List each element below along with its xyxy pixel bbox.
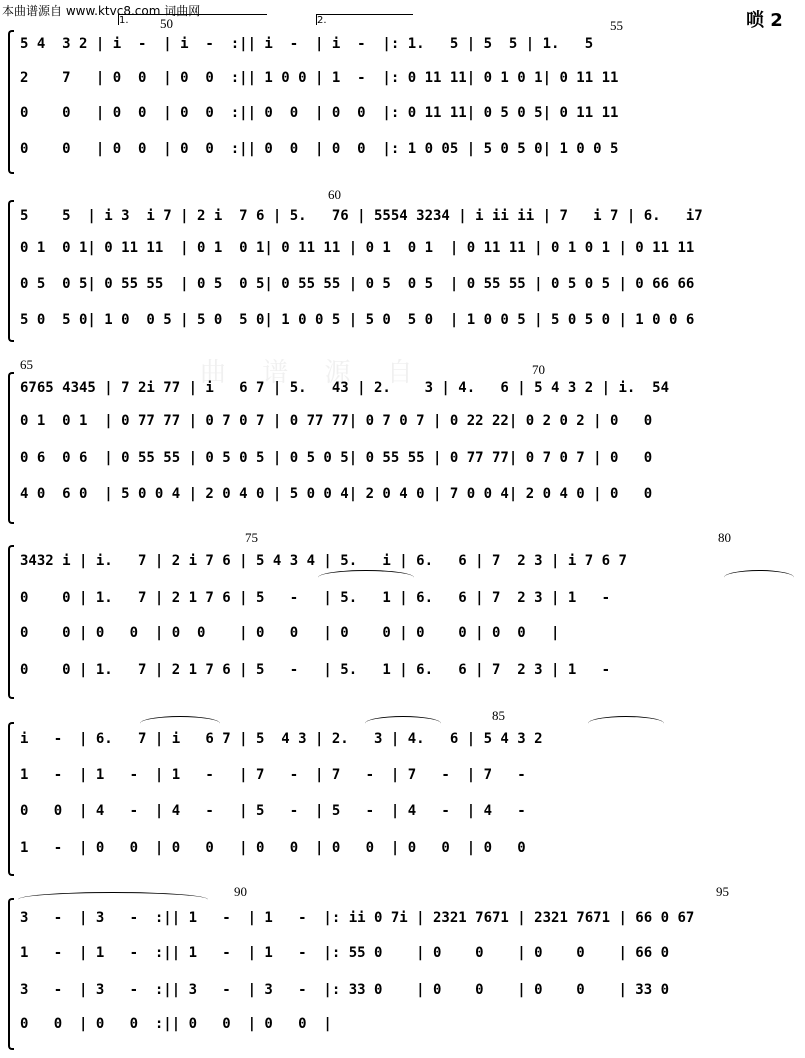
measure-number: 60 (328, 187, 341, 202)
staff-1: 5 5 | i 3 i 7 | 2 i 7 6 | 5. 76 | 5554 3234 | i ii ii | 7 i 7 | 6. i7 (20, 208, 703, 224)
measure-number: 80 (718, 530, 731, 545)
staff-4: 0 0 | 0 0 :|| 0 0 | 0 0 | (20, 1016, 332, 1032)
staff-1: 3432 i | i. 7 | 2 i 7 6 | 5 4 3 4 | 5. i | 6. 6 | 7 2 3 | i 7 6 7 (20, 553, 627, 569)
staff-2: 1 - | 1 - :|| 1 - | 1 - |: 55 0 | 0 0 | 0 0 | 66 0 (20, 945, 670, 961)
staff-4: 0 0 | 0 0 | 0 0 :|| 0 0 | 0 0 |: 1 0 05 | 5 0 5 0| 1 0 0 5 (20, 141, 619, 157)
staff-2: 0 1 0 1| 0 11 11 | 0 1 0 1| 0 11 11 | 0 1 0 1 | 0 11 11 | 0 1 0 1 | 0 11 11 (20, 240, 695, 256)
instrument-label: 唢 2 (746, 10, 783, 31)
staff-2: 2 7 | 0 0 | 0 0 :|| 1 0 0 | 1 - |: 0 11 11| 0 1 0 1| 0 11 11 (20, 70, 619, 86)
staff-1: 3 - | 3 - :|| 1 - | 1 - |: ii 0 7i | 2321 7671 | 2321 7671 | 66 0 67 (20, 910, 695, 926)
staff-4: 1 - | 0 0 | 0 0 | 0 0 | 0 0 | 0 0 | 0 0 (20, 840, 526, 856)
volta-2: 2. (316, 14, 413, 25)
staff-4: 5 0 5 0| 1 0 0 5 | 5 0 5 0| 1 0 0 5 | 5 0 5 0 | 1 0 0 5 | 5 0 5 0 | 1 0 0 6 (20, 312, 695, 328)
staff-3: 0 5 0 5| 0 55 55 | 0 5 0 5| 0 55 55 | 0 5 0 5 | 0 55 55 | 0 5 0 5 | 0 66 66 (20, 276, 695, 292)
tie-arc (365, 716, 441, 731)
staff-2: 1 - | 1 - | 1 - | 7 - | 7 - | 7 - | 7 - (20, 767, 526, 783)
staff-3: 0 6 0 6 | 0 55 55 | 0 5 0 5 | 0 5 0 5| 0 55 55 | 0 77 77| 0 7 0 7 | 0 0 (20, 450, 653, 466)
measure-number: 95 (716, 884, 729, 899)
staff-3: 3 - | 3 - :|| 3 - | 3 - |: 33 0 | 0 0 | 0 0 | 33 0 (20, 982, 670, 998)
staff-2: 0 0 | 1. 7 | 2 1 7 6 | 5 - | 5. 1 | 6. 6 | 7 2 3 | 1 - (20, 590, 611, 606)
system-brace (8, 545, 14, 699)
tie-arc (724, 570, 794, 585)
staff-3: 0 0 | 4 - | 4 - | 5 - | 5 - | 4 - | 4 - (20, 803, 526, 819)
system-brace (8, 898, 14, 1050)
measure-number: 50 (160, 16, 173, 31)
staff-4: 4 0 6 0 | 5 0 0 4 | 2 0 4 0 | 5 0 0 4| 2 0 4 0 | 7 0 0 4| 2 0 4 0 | 0 0 (20, 486, 653, 502)
staff-1: i - | 6. 7 | i 6 7 | 5 4 3 | 2. 3 | 4. 6 | 5 4 3 2 (20, 731, 543, 747)
staff-3: 0 0 | 0 0 | 0 0 | 0 0 | 0 0 | 0 0 | 0 0 | (20, 625, 560, 641)
volta-1: 1. (118, 14, 267, 25)
tie-arc (140, 716, 220, 731)
measure-number: 55 (610, 18, 623, 33)
staff-3: 0 0 | 0 0 | 0 0 :|| 0 0 | 0 0 |: 0 11 11| 0 5 0 5| 0 11 11 (20, 105, 619, 121)
measure-number: 90 (234, 884, 247, 899)
tie-arc (318, 570, 414, 585)
tie-arc (18, 892, 208, 907)
measure-number: 85 (492, 708, 505, 723)
staff-2: 0 1 0 1 | 0 77 77 | 0 7 0 7 | 0 77 77| 0 7 0 7 | 0 22 22| 0 2 0 2 | 0 0 (20, 413, 653, 429)
staff-4: 0 0 | 1. 7 | 2 1 7 6 | 5 - | 5. 1 | 6. 6 | 7 2 3 | 1 - (20, 662, 611, 678)
header-source: 本曲谱源自 www.ktvc8.com 词曲网 (2, 4, 201, 18)
system-brace (8, 372, 14, 524)
watermark: 曲 谱 源 自 (200, 358, 427, 388)
staff-1: 5 4 3 2 | i - | i - :|| i - | i - |: 1. 5 | 5 5 | 1. 5 (20, 36, 594, 52)
system-brace (8, 200, 14, 342)
system-brace (8, 30, 14, 174)
measure-number: 75 (245, 530, 258, 545)
measure-number: 65 (20, 357, 33, 372)
system-brace (8, 722, 14, 876)
staff-1: 6765 4345 | 7 2i 77 | i 6 7 | 5. 43 | 2. 3 | 4. 6 | 5 4 3 2 | i. 54 (20, 380, 670, 396)
measure-number: 70 (532, 362, 545, 377)
tie-arc (588, 716, 664, 731)
